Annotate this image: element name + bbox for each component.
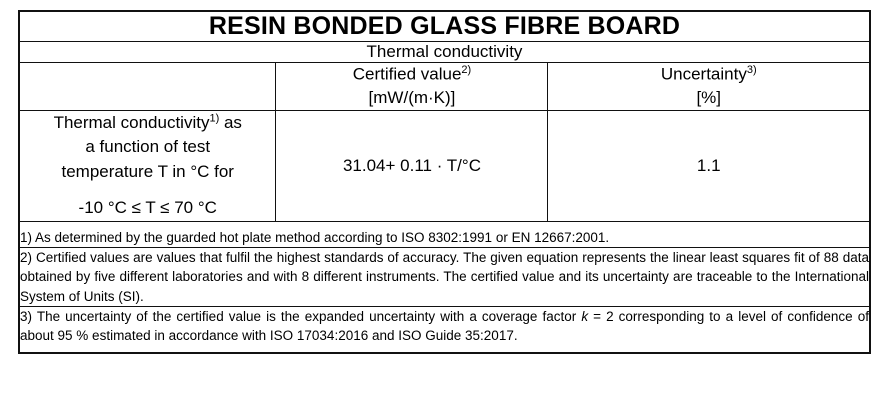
row-label-footnote-marker: 1) bbox=[209, 111, 220, 124]
footnote-1: 1) As determined by the guarded hot plate method according to ISO 8302:1991 or EN 12667:2001. bbox=[19, 222, 870, 248]
row-label-line2: a function of test bbox=[85, 137, 211, 157]
row-label-line4: -10 °C ≤ T ≤ 70 °C bbox=[78, 198, 217, 218]
table-row-title bbox=[19, 11, 870, 42]
footnote-3-coverage-factor-symbol: k bbox=[581, 308, 589, 324]
header-property bbox=[19, 63, 276, 111]
header-certified-value-label: Certified value bbox=[352, 64, 462, 84]
footnote-3-part1: 3) The uncertainty of the certified value is the expanded uncertainty with a coverage factor bbox=[20, 308, 582, 324]
header-uncertainty-footnote-marker: 3) bbox=[746, 64, 757, 76]
table-row-headers bbox=[19, 63, 870, 111]
table-row-subtitle bbox=[19, 42, 870, 63]
row-label-line3: temperature T in °C for bbox=[61, 161, 234, 181]
footnote-3-part2: = 2 corresponding to a level of confidence of about 95 % estimated in accordance with ISO 17034:2016 and ISO Guide 35:2017. bbox=[20, 308, 869, 343]
certified-value: 31.04+ 0.11 · T/°C bbox=[276, 110, 548, 222]
row-label-line1: Thermal conductivity bbox=[53, 112, 210, 132]
property-subtitle: Thermal conductivity bbox=[19, 42, 870, 63]
uncertainty-value: 1.1 bbox=[548, 110, 870, 222]
row-label-line1-tail: as bbox=[219, 112, 242, 132]
table-row-data bbox=[19, 110, 870, 222]
table-row-note-3 bbox=[19, 306, 870, 353]
header-uncertainty-label: Uncertainty bbox=[660, 64, 747, 84]
header-certified-value-unit: [mW/(m·K)] bbox=[368, 87, 456, 107]
header-uncertainty-unit: [%] bbox=[696, 87, 722, 107]
certified-values-table bbox=[18, 10, 871, 354]
footnote-3 bbox=[19, 306, 870, 353]
material-title: RESIN BONDED GLASS FIBRE BOARD bbox=[19, 11, 870, 42]
table-row-note-2 bbox=[19, 248, 870, 306]
row-label-thermal-conductivity bbox=[19, 110, 276, 222]
footnote-2: 2) Certified values are values that fulfil the highest standards of accuracy. The given equation represents the linear least squares fit of 88 data obtained by five different laboratories and with 8 different instruments. The certified value and its uncertainty are traceable to the International System of Units (SI). bbox=[19, 248, 870, 306]
header-certified-value bbox=[276, 63, 548, 111]
header-uncertainty bbox=[548, 63, 870, 111]
table-row-note-1 bbox=[19, 222, 870, 248]
header-certified-value-footnote-marker: 2) bbox=[461, 64, 472, 76]
